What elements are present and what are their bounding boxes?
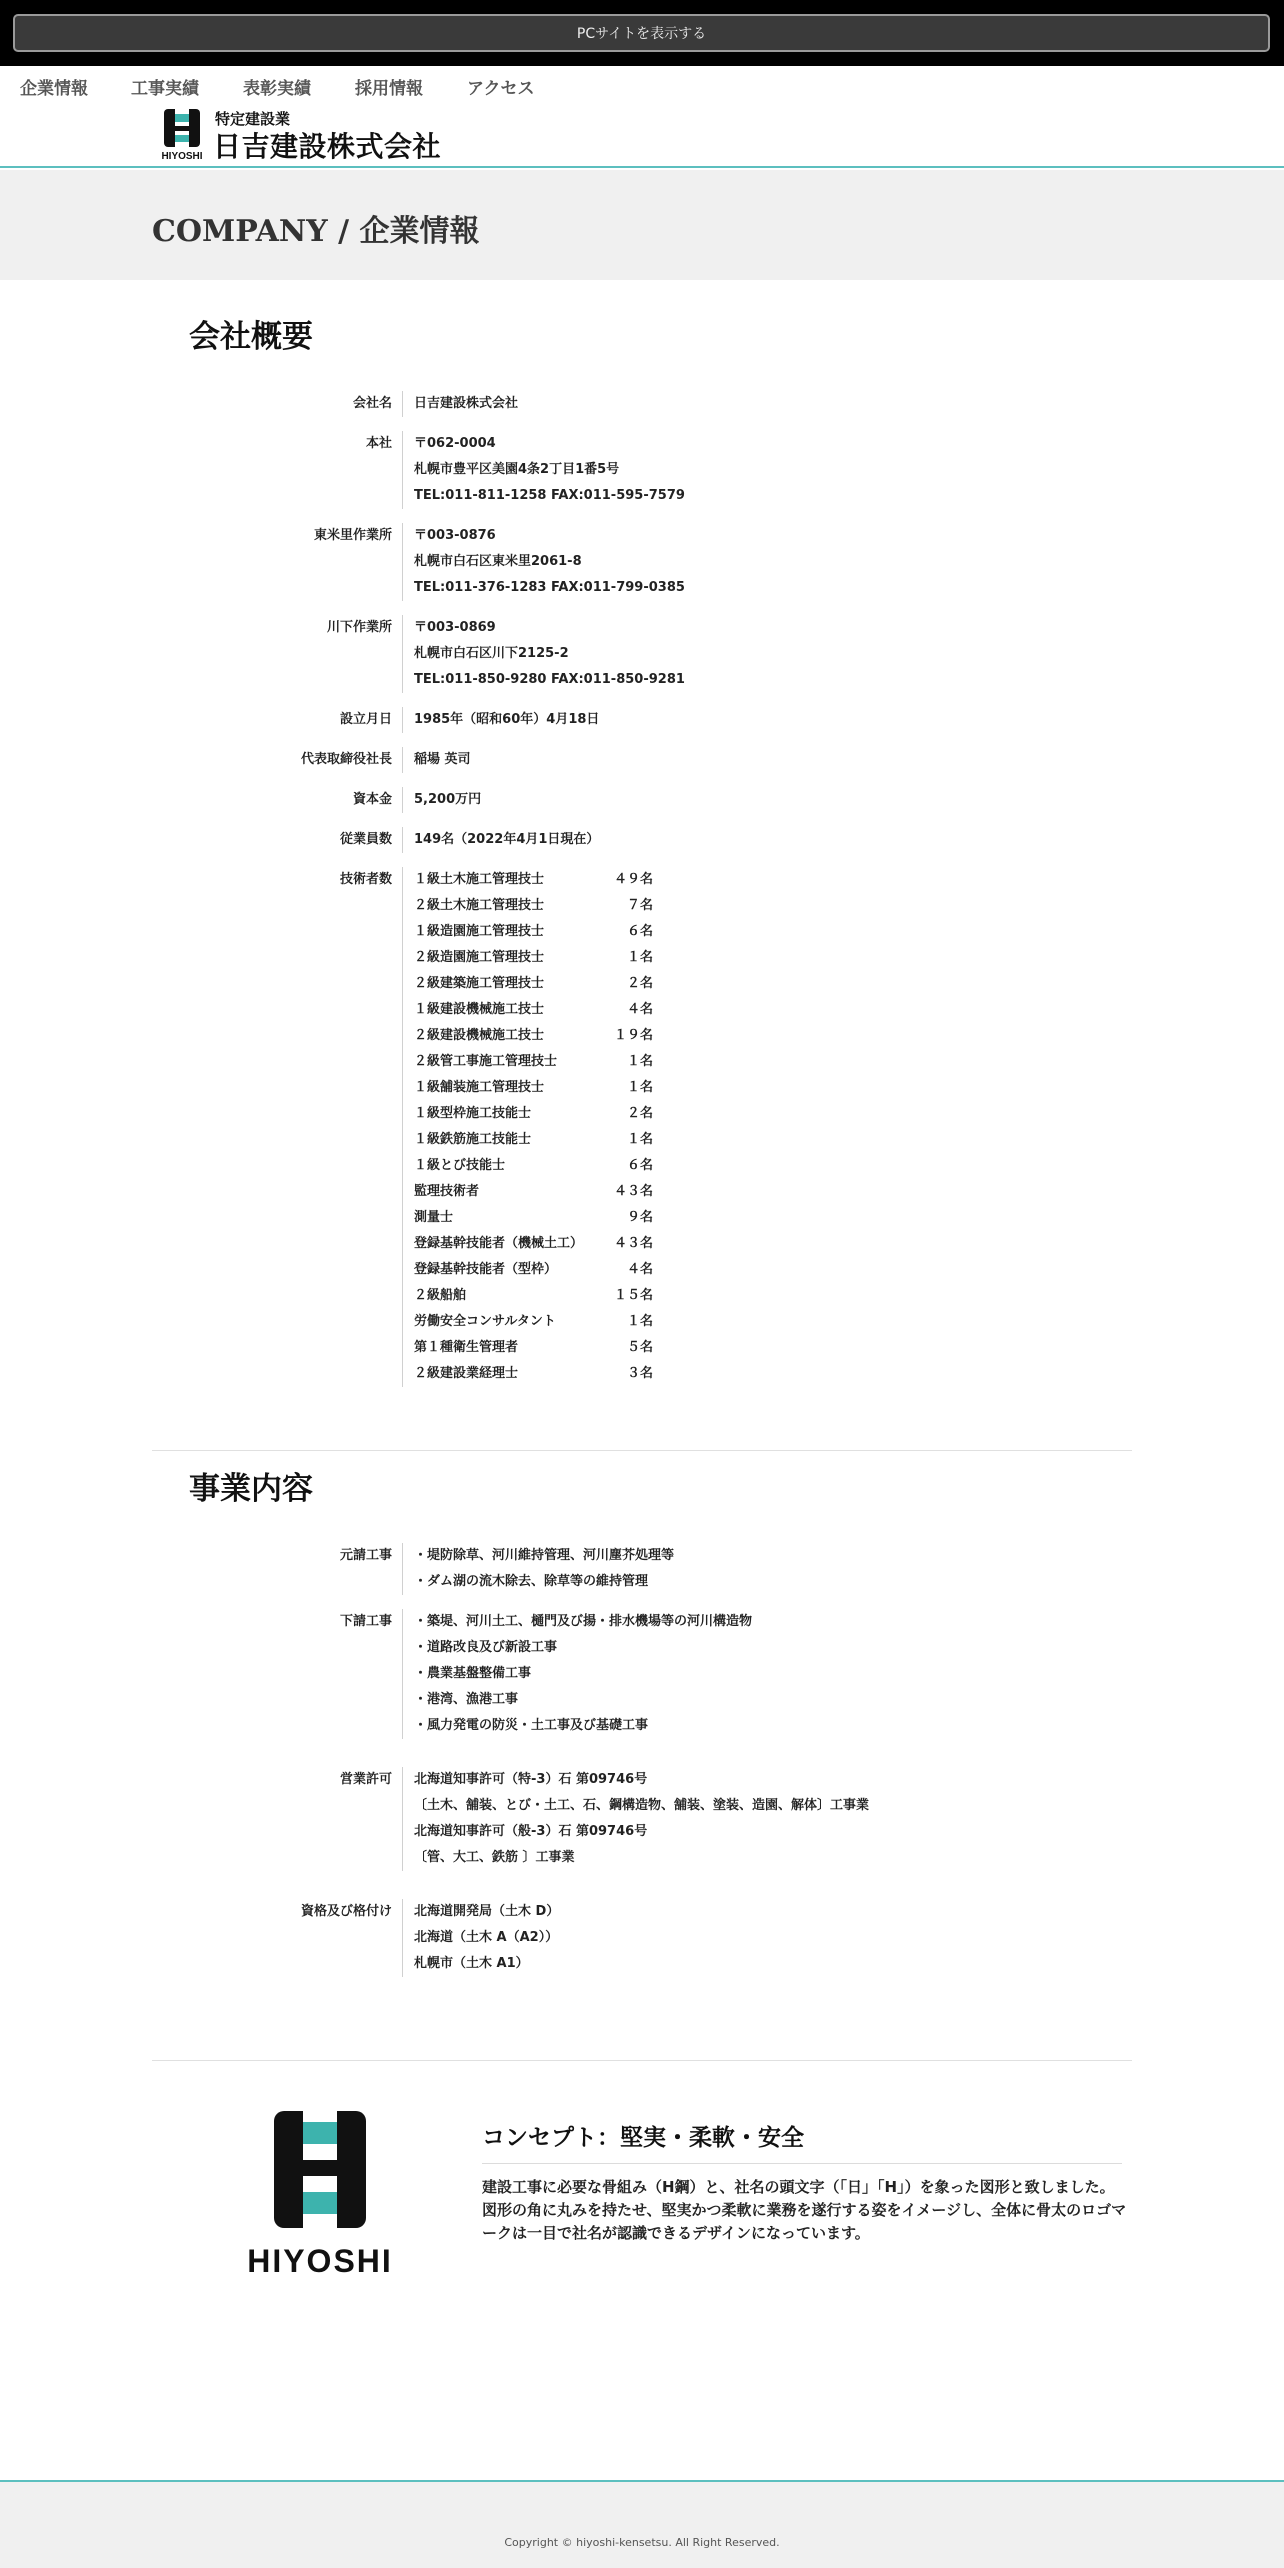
table-row [0, 1899, 1284, 1977]
engineer-row [414, 919, 653, 945]
engineer-qualification: 登録基幹技能者（機械土工） [414, 1236, 584, 1251]
hiyoshi-logo-icon [242, 2108, 398, 2278]
value-line: 北海道開発局（土木 D） [414, 1904, 560, 1919]
row-value [402, 523, 685, 601]
footer [0, 2482, 1284, 2568]
row-label: 元請工事 [339, 1548, 392, 1563]
value-line: TEL:011-376-1283 FAX:011-799-0385 [414, 580, 685, 595]
engineer-row [414, 1179, 653, 1205]
table-row [0, 615, 1284, 693]
logo-company-name: 日吉建設株式会社 [213, 130, 442, 163]
table-row [0, 1767, 1284, 1871]
value-line: 〒003-0869 [414, 620, 496, 635]
row-value [402, 391, 518, 417]
engineer-count: １名 [614, 1314, 654, 1329]
concept-divider [482, 2163, 1122, 2164]
value-line: 北海道知事許可（特-3）石 第09746号 [414, 1772, 648, 1787]
engineer-qualification: １級土木施工管理技士 [414, 872, 545, 887]
engineer-count: ９名 [614, 1210, 654, 1225]
concept-description: 建設工事に必要な骨組み（H鋼）と、社名の頭文字（「日」「H」）を象った図形と致しました。図形の角に丸みを持たせ、堅実かつ柔軟に業務を遂行する姿をイメージし、全体に骨太のロゴマークは一目で社名が認識できるデザインになっています。 [482, 2178, 1127, 2242]
row-value [402, 431, 685, 509]
value-line: 5,200万円 [414, 792, 482, 807]
engineer-count: ７名 [614, 898, 654, 913]
value-line: TEL:011-811-1258 FAX:011-595-7579 [414, 488, 685, 503]
engineer-row [414, 1283, 653, 1309]
svg-text:HIYOSHI: HIYOSHI [247, 2243, 393, 2278]
row-label: 技術者数 [339, 872, 392, 887]
row-value [402, 1899, 559, 1977]
engineer-count: ６名 [614, 924, 654, 939]
row-label: 本社 [365, 436, 392, 451]
row-value [402, 747, 471, 773]
value-line: 北海道（土木 A（A2）） [414, 1930, 559, 1945]
value-line: 稲場 英司 [414, 752, 471, 767]
row-label: 営業許可 [339, 1772, 392, 1787]
engineer-count: ４９名 [614, 872, 654, 887]
engineer-qualification: ２級建築施工管理技士 [414, 976, 545, 991]
engineer-count: １９名 [614, 1028, 654, 1043]
value-line: ・道路改良及び新設工事 [414, 1640, 558, 1655]
value-line: 日吉建設株式会社 [414, 396, 519, 411]
svg-text:HIYOSHI: HIYOSHI [161, 151, 203, 161]
engineer-qualification: １級鉄筋施工技能士 [414, 1132, 532, 1147]
business-table [0, 1543, 1284, 1977]
value-line: ・ダム湖の流木除去、除草等の維持管理 [414, 1574, 649, 1589]
engineer-row [414, 1153, 653, 1179]
logo-subtitle: 特定建設業 [215, 110, 291, 128]
engineer-qualification: 第１種衛生管理者 [414, 1340, 519, 1355]
value-line: 〒062-0004 [414, 436, 496, 451]
engineer-qualification: 監理技術者 [414, 1184, 480, 1199]
table-row [0, 523, 1284, 601]
value-line: 149名（2022年4月1日現在） [414, 832, 600, 847]
row-label: 設立月日 [339, 712, 392, 727]
page-title: COMPANY / 企業情報 [152, 214, 480, 249]
pc-site-bar [0, 0, 1284, 66]
engineer-count: ２名 [614, 1106, 654, 1121]
engineer-count: １名 [614, 1054, 654, 1069]
engineer-row [414, 1205, 653, 1231]
row-label: 資格及び格付け [300, 1904, 392, 1919]
value-line: ・風力発電の防災・土工事及び基礎工事 [414, 1718, 649, 1733]
engineer-row [414, 1361, 653, 1387]
header-divider [0, 166, 1284, 168]
engineer-row [414, 867, 653, 893]
row-label: 会社名 [352, 396, 392, 411]
row-value [402, 1767, 869, 1871]
engineer-count: ４３名 [614, 1184, 654, 1199]
engineer-count: ６名 [614, 1158, 654, 1173]
engineer-row [414, 1309, 653, 1335]
value-line: ・農業基盤整備工事 [414, 1666, 532, 1681]
row-value [402, 787, 481, 813]
table-row [0, 747, 1284, 773]
row-value [402, 707, 599, 733]
value-line: 〒003-0876 [414, 528, 496, 543]
value-line: 札幌市（土木 A1） [414, 1956, 529, 1971]
value-line: TEL:011-850-9280 FAX:011-850-9281 [414, 672, 685, 687]
engineer-count: ５名 [614, 1340, 654, 1355]
table-row [0, 391, 1284, 417]
row-label: 代表取締役社長 [300, 752, 392, 767]
value-line: 北海道知事許可（般-3）石 第09746号 [414, 1824, 648, 1839]
value-line: 札幌市白石区東米里2061-8 [414, 554, 582, 569]
row-value [402, 1543, 674, 1595]
engineer-qualification: ２級建設業経理士 [414, 1366, 519, 1381]
row-label: 従業員数 [339, 832, 392, 847]
value-line: 札幌市豊平区美園4条2丁目1番5号 [414, 462, 620, 477]
overview-heading: 会社概要 [189, 319, 313, 355]
table-row [0, 827, 1284, 853]
engineer-qualification: １級建設機械施工技士 [414, 1002, 545, 1017]
engineer-qualification: １級舗装施工管理技士 [414, 1080, 545, 1095]
table-row [0, 1543, 1284, 1595]
engineer-count: ３名 [614, 1366, 654, 1381]
section-divider [152, 2060, 1132, 2061]
engineer-row [414, 1127, 653, 1153]
row-label: 下請工事 [339, 1614, 392, 1629]
row-label: 川下作業所 [326, 620, 392, 635]
engineer-row [414, 1023, 653, 1049]
engineer-row [414, 945, 653, 971]
value-line: ・築堤、河川土工、樋門及び揚・排水機場等の河川構造物 [414, 1614, 753, 1629]
site-logo[interactable] [157, 106, 457, 162]
engineer-qualification: ２級土木施工管理技士 [414, 898, 545, 913]
value-line: 1985年（昭和60年）4月18日 [414, 712, 600, 727]
engineer-count: １名 [614, 1132, 654, 1147]
value-line: 〔管、大工、鉄筋 〕工事業 [414, 1850, 575, 1865]
table-row [0, 707, 1284, 733]
engineer-row [414, 1231, 653, 1257]
section-divider [152, 1450, 1132, 1451]
engineer-count: ４３名 [614, 1236, 654, 1251]
engineer-qualification: 登録基幹技能者（型枠） [414, 1262, 558, 1277]
table-row-engineers [0, 867, 1284, 1387]
engineer-count: ４名 [614, 1002, 654, 1017]
concept-title: コンセプト：堅実・柔軟・安全 [482, 2125, 804, 2151]
engineer-row [414, 1257, 653, 1283]
engineer-qualification: １級とび技能士 [414, 1158, 506, 1173]
nav-awards[interactable]: 表彰実績 [243, 79, 311, 99]
view-pc-site-button[interactable]: PCサイトを表示する [13, 14, 1270, 52]
overview-table [0, 391, 1284, 1387]
table-row [0, 1609, 1284, 1739]
row-value [402, 1609, 752, 1739]
global-nav [0, 66, 1284, 100]
row-label: 東米里作業所 [313, 528, 392, 543]
engineer-count: １５名 [614, 1288, 654, 1303]
hiyoshi-logo-mark-icon [157, 109, 207, 161]
table-row [0, 787, 1284, 813]
engineer-qualification: 労働安全コンサルタント [414, 1314, 556, 1329]
nav-recruit[interactable]: 採用情報 [355, 79, 423, 99]
engineer-row [414, 1101, 653, 1127]
value-line: ・港湾、漁港工事 [414, 1692, 519, 1707]
engineer-count: ２名 [614, 976, 654, 991]
value-line: ・堤防除草、河川維持管理、河川塵芥処理等 [414, 1548, 675, 1563]
table-row [0, 431, 1284, 509]
engineer-row [414, 1335, 653, 1361]
engineer-qualification: ２級造園施工管理技士 [414, 950, 545, 965]
value-line: 〔土木、舗装、とび・土工、石、鋼構造物、舗装、塗装、造園、解体〕工事業 [414, 1798, 870, 1813]
nav-works[interactable]: 工事実績 [131, 79, 199, 99]
row-value [402, 827, 599, 853]
engineer-qualification: １級造園施工管理技士 [414, 924, 545, 939]
page-hero [0, 170, 1284, 280]
nav-access[interactable]: アクセス [467, 79, 535, 99]
engineer-count: １名 [614, 950, 654, 965]
engineer-qualification: ２級管工事施工管理技士 [414, 1054, 558, 1069]
business-heading: 事業内容 [189, 1471, 313, 1507]
copyright: Copyright © hiyoshi-kensetsu. All Right Reserved. [504, 2536, 780, 2549]
engineer-qualification: ２級船舶 [414, 1288, 467, 1303]
engineer-row [414, 1049, 653, 1075]
engineer-qualification: ２級建設機械施工技士 [414, 1028, 545, 1043]
engineer-row [414, 971, 653, 997]
nav-company[interactable]: 企業情報 [20, 79, 88, 99]
engineer-row [414, 997, 653, 1023]
engineer-qualification: １級型枠施工技能士 [414, 1106, 532, 1121]
engineer-list [402, 867, 653, 1387]
row-label: 資本金 [352, 792, 392, 807]
engineer-qualification: 測量士 [414, 1210, 454, 1225]
engineer-count: １名 [614, 1080, 654, 1095]
value-line: 札幌市白石区川下2125-2 [414, 646, 569, 661]
engineer-row [414, 893, 653, 919]
engineer-count: ４名 [614, 1262, 654, 1277]
row-value [402, 615, 685, 693]
engineer-row [414, 1075, 653, 1101]
